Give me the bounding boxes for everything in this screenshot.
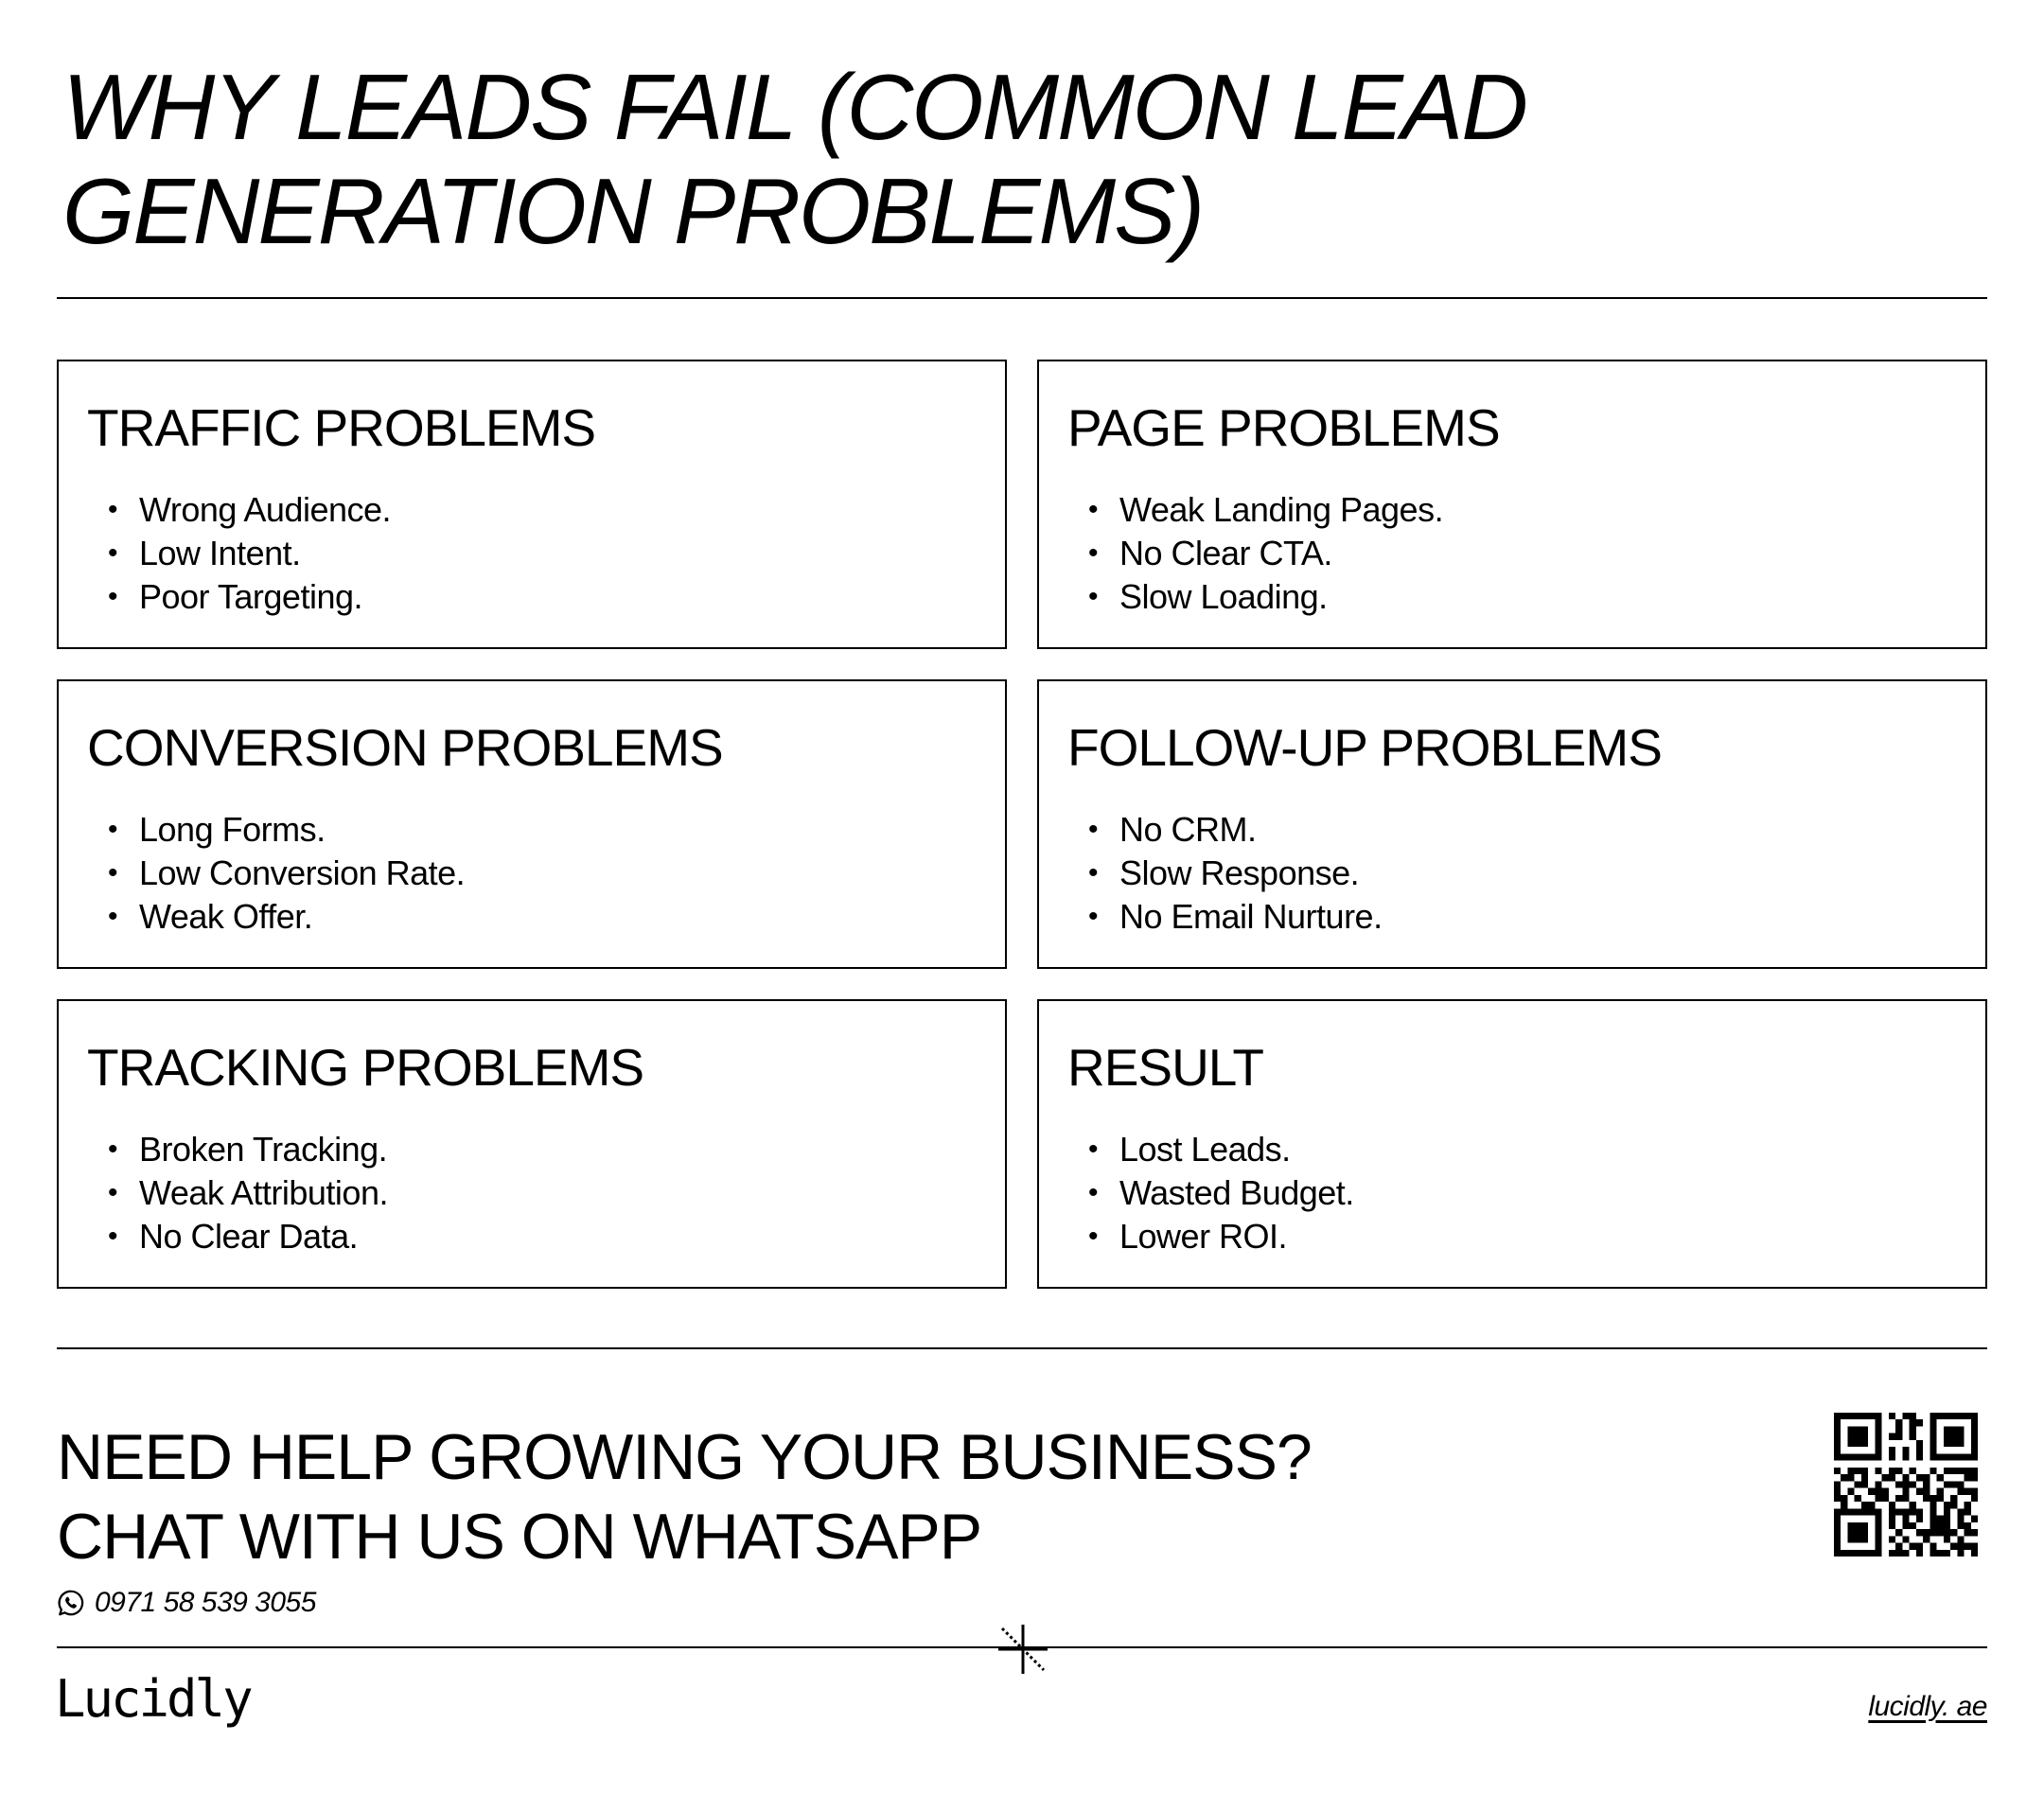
bullet-icon: • (108, 814, 118, 845)
list-item-text: Poor Targeting. (139, 577, 362, 616)
card-title: RESULT (1067, 1038, 1263, 1097)
list-item (87, 1171, 977, 1215)
list-item (1067, 1171, 1957, 1215)
cta-divider (57, 1347, 1987, 1349)
card-follow-up-problems (1037, 679, 1987, 969)
bullet-icon: • (108, 1134, 118, 1165)
page-title-line-1: WHY LEADS FAIL (COMMON LEAD (62, 55, 1526, 159)
card-title: PAGE PROBLEMS (1067, 398, 1500, 457)
bullet-icon: • (108, 857, 118, 888)
list-item (87, 1215, 977, 1258)
list-item-text: Weak Landing Pages. (1119, 490, 1444, 529)
card-list (87, 1128, 977, 1258)
card-traffic-problems (57, 360, 1007, 649)
list-item-text: Weak Offer. (139, 897, 313, 936)
list-item (1067, 488, 1957, 532)
card-title: FOLLOW-UP PROBLEMS (1067, 718, 1662, 777)
list-item (87, 1128, 977, 1171)
list-item (87, 895, 977, 939)
list-item (1067, 1215, 1957, 1258)
list-item (1067, 808, 1957, 852)
website-link[interactable]: lucidly. ae (1868, 1691, 1987, 1722)
card-list (1067, 1128, 1957, 1258)
list-item-text: Low Intent. (139, 534, 301, 572)
bullet-icon: • (108, 1177, 118, 1208)
qr-code-icon[interactable] (1834, 1413, 1978, 1557)
phone-number: 0971 58 539 3055 (95, 1587, 316, 1618)
card-page-problems (1037, 360, 1987, 649)
bullet-icon: • (1088, 1221, 1099, 1252)
list-item-text: No Clear Data. (139, 1217, 359, 1256)
whatsapp-phone-link[interactable] (57, 1586, 316, 1620)
bullet-icon: • (1088, 901, 1099, 932)
list-item (87, 488, 977, 532)
list-item (87, 808, 977, 852)
list-item-text: Wrong Audience. (139, 490, 392, 529)
bullet-icon: • (1088, 581, 1099, 612)
bullet-icon: • (1088, 857, 1099, 888)
card-title: CONVERSION PROBLEMS (87, 718, 723, 777)
list-item-text: Lost Leads. (1119, 1130, 1291, 1169)
list-item-text: No Email Nurture. (1119, 897, 1383, 936)
cta-line-1: NEED HELP GROWING YOUR BUSINESS? (57, 1421, 1312, 1493)
page-title-line-2: GENERATION PROBLEMS) (62, 159, 1204, 263)
card-list (1067, 808, 1957, 939)
card-list (87, 808, 977, 939)
list-item-text: Slow Response. (1119, 853, 1360, 892)
list-item-text: No CRM. (1119, 810, 1257, 849)
problem-cards-grid (57, 360, 1987, 1289)
list-item-text: Weak Attribution. (139, 1173, 388, 1212)
bullet-icon: • (1088, 814, 1099, 845)
list-item-text: Low Conversion Rate. (139, 853, 466, 892)
list-item-text: Broken Tracking. (139, 1130, 388, 1169)
bullet-icon: • (108, 537, 118, 569)
bullet-icon: • (108, 494, 118, 525)
card-tracking-problems (57, 999, 1007, 1289)
list-item (87, 532, 977, 575)
bullet-icon: • (1088, 1177, 1099, 1208)
list-item (1067, 532, 1957, 575)
card-list (1067, 488, 1957, 619)
card-conversion-problems (57, 679, 1007, 969)
card-result (1037, 999, 1987, 1289)
header-divider (57, 297, 1987, 299)
card-list (87, 488, 977, 619)
bullet-icon: • (1088, 537, 1099, 569)
card-title: TRACKING PROBLEMS (87, 1038, 644, 1097)
page-title (62, 55, 1955, 263)
cta-heading (57, 1417, 1312, 1576)
list-item (1067, 852, 1957, 895)
list-item-text: Long Forms. (139, 810, 326, 849)
crosshair-cursor-icon (996, 1623, 1049, 1676)
list-item (1067, 575, 1957, 619)
list-item-text: Slow Loading. (1119, 577, 1328, 616)
list-item (1067, 895, 1957, 939)
lucidly-logo: Lucidly (55, 1669, 251, 1729)
cta-line-2: CHAT WITH US ON WHATSAPP (57, 1501, 982, 1573)
bullet-icon: • (1088, 1134, 1099, 1165)
whatsapp-icon (57, 1589, 85, 1617)
bullet-icon: • (1088, 494, 1099, 525)
bullet-icon: • (108, 1221, 118, 1252)
card-title: TRAFFIC PROBLEMS (87, 398, 596, 457)
list-item-text: Wasted Budget. (1119, 1173, 1354, 1212)
bullet-icon: • (108, 581, 118, 612)
list-item (87, 575, 977, 619)
list-item-text: No Clear CTA. (1119, 534, 1332, 572)
list-item (87, 852, 977, 895)
bullet-icon: • (108, 901, 118, 932)
list-item (1067, 1128, 1957, 1171)
list-item-text: Lower ROI. (1119, 1217, 1288, 1256)
